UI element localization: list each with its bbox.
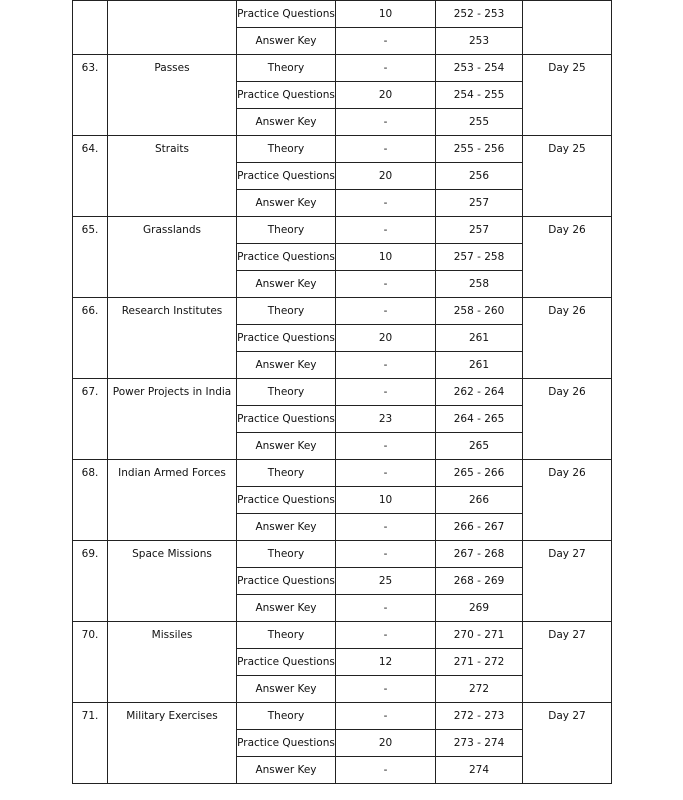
questions-cell: 20 [336, 163, 436, 190]
day-cell [523, 1, 612, 55]
questions-cell: - [336, 136, 436, 163]
questions-cell: 10 [336, 1, 436, 28]
pages-cell: 273 - 274 [436, 730, 523, 757]
pages-cell: 270 - 271 [436, 622, 523, 649]
table-row [73, 460, 612, 487]
pages-cell: 257 [436, 190, 523, 217]
pages-cell: 265 [436, 433, 523, 460]
part-cell: Practice Questions [237, 1, 336, 28]
pages-cell: 272 [436, 676, 523, 703]
questions-cell: - [336, 109, 436, 136]
questions-cell: - [336, 352, 436, 379]
questions-cell: - [336, 379, 436, 406]
topic-name-cell: Military Exercises [108, 703, 237, 784]
schedule-body [73, 1, 612, 784]
topic-name-cell: Indian Armed Forces [108, 460, 237, 541]
part-cell: Theory [237, 55, 336, 82]
questions-cell: - [336, 514, 436, 541]
pages-cell: 261 [436, 325, 523, 352]
topic-name-cell: Research Institutes [108, 298, 237, 379]
topic-name-cell: Straits [108, 136, 237, 217]
topic-number-cell: 66. [73, 298, 108, 379]
day-cell: Day 25 [523, 55, 612, 136]
topic-number-cell: 64. [73, 136, 108, 217]
table-row [73, 703, 612, 730]
part-cell: Theory [237, 541, 336, 568]
part-cell: Answer Key [237, 109, 336, 136]
pages-cell: 271 - 272 [436, 649, 523, 676]
study-schedule-table [72, 0, 612, 784]
table-row [73, 55, 612, 82]
part-cell: Answer Key [237, 595, 336, 622]
part-cell: Practice Questions [237, 244, 336, 271]
questions-cell: - [336, 703, 436, 730]
questions-cell: - [336, 433, 436, 460]
topic-number-cell: 67. [73, 379, 108, 460]
part-cell: Answer Key [237, 514, 336, 541]
topic-number-cell: 70. [73, 622, 108, 703]
questions-cell: - [336, 541, 436, 568]
topic-name-cell: Missiles [108, 622, 237, 703]
pages-cell: 258 [436, 271, 523, 298]
day-cell: Day 27 [523, 703, 612, 784]
pages-cell: 254 - 255 [436, 82, 523, 109]
part-cell: Theory [237, 217, 336, 244]
pages-cell: 261 [436, 352, 523, 379]
questions-cell: 20 [336, 325, 436, 352]
questions-cell: 23 [336, 406, 436, 433]
questions-cell: - [336, 757, 436, 784]
table-row [73, 1, 612, 28]
topic-number-cell: 69. [73, 541, 108, 622]
pages-cell: 265 - 266 [436, 460, 523, 487]
table-row [73, 379, 612, 406]
part-cell: Answer Key [237, 271, 336, 298]
questions-cell: - [336, 28, 436, 55]
pages-cell: 252 - 253 [436, 1, 523, 28]
questions-cell: 12 [336, 649, 436, 676]
topic-name-cell: Passes [108, 55, 237, 136]
day-cell: Day 27 [523, 622, 612, 703]
topic-number-cell: 68. [73, 460, 108, 541]
part-cell: Theory [237, 298, 336, 325]
pages-cell: 258 - 260 [436, 298, 523, 325]
questions-cell: - [336, 595, 436, 622]
day-cell: Day 25 [523, 136, 612, 217]
topic-number-cell: 63. [73, 55, 108, 136]
pages-cell: 274 [436, 757, 523, 784]
day-cell: Day 26 [523, 298, 612, 379]
part-cell: Practice Questions [237, 568, 336, 595]
questions-cell: - [336, 55, 436, 82]
questions-cell: - [336, 271, 436, 298]
part-cell: Answer Key [237, 757, 336, 784]
table-row [73, 217, 612, 244]
topic-name-cell [108, 1, 237, 55]
part-cell: Practice Questions [237, 730, 336, 757]
part-cell: Theory [237, 622, 336, 649]
pages-cell: 253 - 254 [436, 55, 523, 82]
questions-cell: 25 [336, 568, 436, 595]
table-row [73, 622, 612, 649]
pages-cell: 255 [436, 109, 523, 136]
part-cell: Answer Key [237, 28, 336, 55]
pages-cell: 256 [436, 163, 523, 190]
part-cell: Answer Key [237, 352, 336, 379]
table-row [73, 541, 612, 568]
part-cell: Answer Key [237, 676, 336, 703]
questions-cell: 10 [336, 487, 436, 514]
pages-cell: 268 - 269 [436, 568, 523, 595]
table-row [73, 136, 612, 163]
pages-cell: 255 - 256 [436, 136, 523, 163]
day-cell: Day 26 [523, 460, 612, 541]
topic-number-cell: 71. [73, 703, 108, 784]
pages-cell: 264 - 265 [436, 406, 523, 433]
questions-cell: - [336, 190, 436, 217]
topic-name-cell: Grasslands [108, 217, 237, 298]
part-cell: Theory [237, 379, 336, 406]
part-cell: Practice Questions [237, 163, 336, 190]
questions-cell: 10 [336, 244, 436, 271]
part-cell: Practice Questions [237, 82, 336, 109]
pages-cell: 272 - 273 [436, 703, 523, 730]
questions-cell: - [336, 298, 436, 325]
topic-number-cell: 65. [73, 217, 108, 298]
day-cell: Day 27 [523, 541, 612, 622]
pages-cell: 269 [436, 595, 523, 622]
pages-cell: 253 [436, 28, 523, 55]
questions-cell: 20 [336, 82, 436, 109]
table-row [73, 298, 612, 325]
day-cell: Day 26 [523, 217, 612, 298]
part-cell: Practice Questions [237, 325, 336, 352]
pages-cell: 262 - 264 [436, 379, 523, 406]
pages-cell: 266 [436, 487, 523, 514]
part-cell: Practice Questions [237, 406, 336, 433]
questions-cell: - [336, 217, 436, 244]
pages-cell: 267 - 268 [436, 541, 523, 568]
questions-cell: - [336, 622, 436, 649]
part-cell: Practice Questions [237, 487, 336, 514]
pages-cell: 266 - 267 [436, 514, 523, 541]
topic-number-cell [73, 1, 108, 55]
part-cell: Theory [237, 460, 336, 487]
part-cell: Practice Questions [237, 649, 336, 676]
part-cell: Theory [237, 136, 336, 163]
part-cell: Answer Key [237, 433, 336, 460]
questions-cell: 20 [336, 730, 436, 757]
questions-cell: - [336, 460, 436, 487]
topic-name-cell: Space Missions [108, 541, 237, 622]
part-cell: Theory [237, 703, 336, 730]
topic-name-cell: Power Projects in India [108, 379, 237, 460]
part-cell: Answer Key [237, 190, 336, 217]
pages-cell: 257 - 258 [436, 244, 523, 271]
pages-cell: 257 [436, 217, 523, 244]
day-cell: Day 26 [523, 379, 612, 460]
questions-cell: - [336, 676, 436, 703]
